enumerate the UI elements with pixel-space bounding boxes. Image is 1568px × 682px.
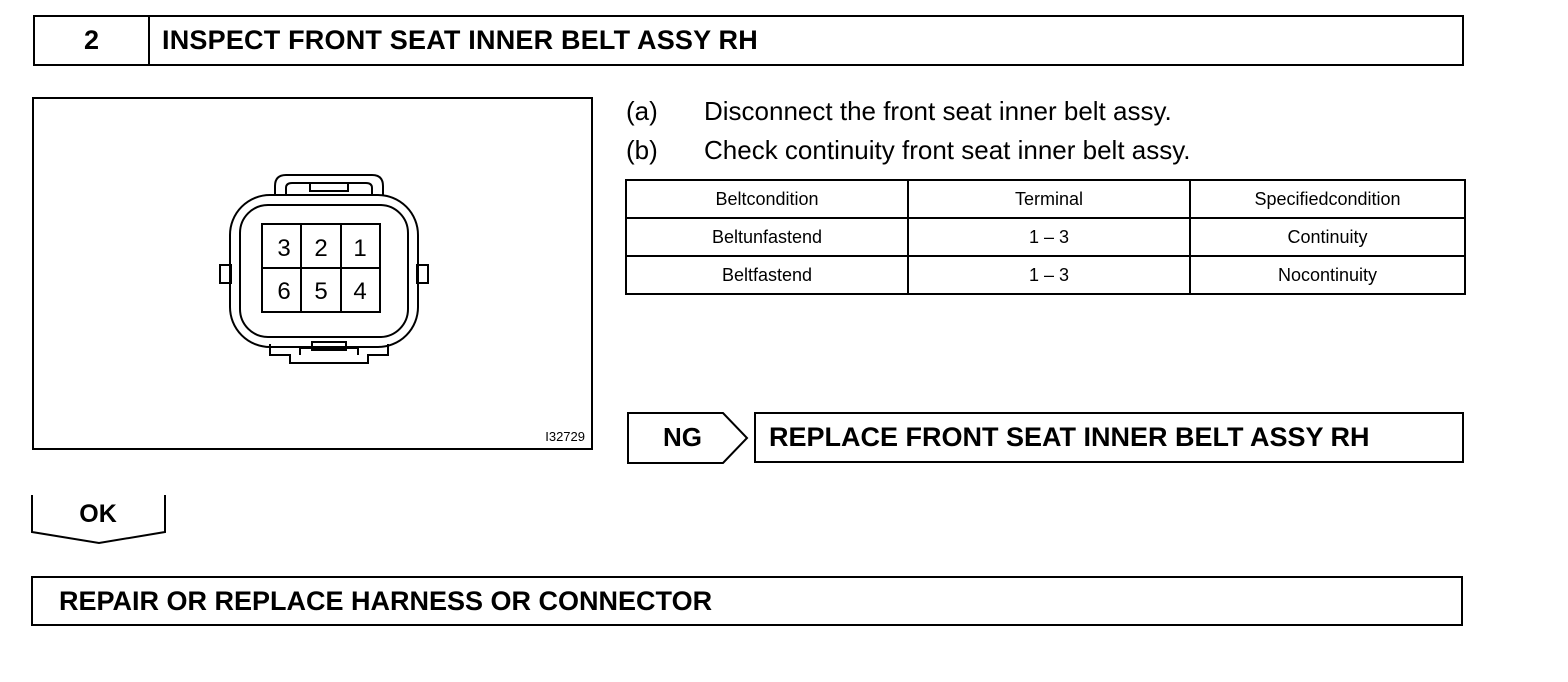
instruction-a-label: (a) bbox=[626, 96, 658, 126]
header-terminal: Terminal bbox=[908, 180, 1190, 218]
pin-2: 2 bbox=[314, 235, 328, 262]
table-cell: 1 – 3 bbox=[908, 256, 1190, 294]
header-specified-condition: Specifiedcondition bbox=[1190, 180, 1465, 218]
table-cell: Beltfastend bbox=[626, 256, 908, 294]
table-row bbox=[626, 218, 1465, 256]
pin-5: 5 bbox=[314, 278, 328, 305]
connector-drawing bbox=[34, 99, 591, 448]
header-belt-condition: Beltcondition bbox=[626, 180, 908, 218]
pin-6: 6 bbox=[277, 278, 291, 305]
instruction-b-label: (b) bbox=[626, 135, 658, 165]
step-header bbox=[33, 15, 1464, 66]
connector-figure bbox=[32, 97, 593, 450]
step-title: INSPECT FRONT SEAT INNER BELT ASSY RH bbox=[162, 25, 758, 55]
table-cell: Nocontinuity bbox=[1190, 256, 1465, 294]
instruction-a bbox=[626, 96, 1172, 127]
table-cell: Continuity bbox=[1190, 218, 1465, 256]
figure-id: I32729 bbox=[545, 429, 585, 444]
ng-label: NG bbox=[663, 422, 702, 452]
table-header-row bbox=[626, 180, 1465, 218]
instruction-b-text: Check continuity front seat inner belt assy. bbox=[704, 135, 1191, 165]
ng-action-box: REPLACE FRONT SEAT INNER BELT ASSY RH bbox=[754, 412, 1464, 463]
pin-3: 3 bbox=[277, 235, 291, 262]
spec-table bbox=[625, 179, 1466, 295]
step-number: 2 bbox=[35, 17, 150, 64]
ok-label: OK bbox=[79, 499, 117, 528]
instruction-a-text: Disconnect the front seat inner belt assy. bbox=[704, 96, 1172, 126]
pin-1: 1 bbox=[353, 235, 367, 262]
table-cell: Beltunfastend bbox=[626, 218, 908, 256]
final-action-box: REPAIR OR REPLACE HARNESS OR CONNECTOR bbox=[31, 576, 1463, 626]
table-cell: 1 – 3 bbox=[908, 218, 1190, 256]
instruction-b bbox=[626, 135, 1191, 166]
pin-4: 4 bbox=[353, 278, 367, 305]
table-row bbox=[626, 256, 1465, 294]
